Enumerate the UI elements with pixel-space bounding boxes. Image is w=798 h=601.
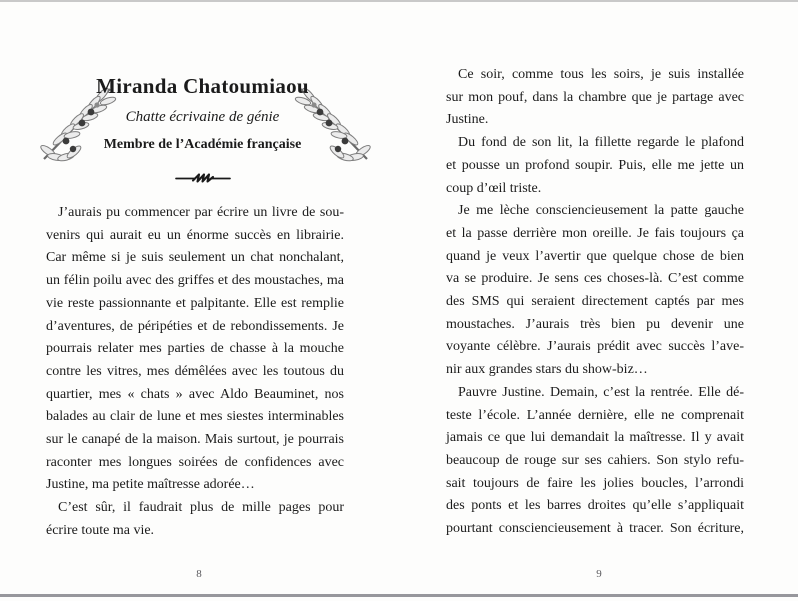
paragraph: [446, 132, 744, 200]
text-line: sur mon pouf, dans la chambre que je partage avec: [446, 89, 744, 105]
text-line: pourtant consciencieusement à tracer. Son écriture,: [446, 521, 744, 537]
text-line: et pousse un profond soupir. Puis, elle me jette un: [446, 157, 744, 173]
paragraph: [446, 64, 744, 132]
paragraph: [46, 202, 344, 497]
text-line: sait toujours de faire les jolies boucles, l’arrondi: [446, 475, 744, 491]
text-line: moustaches. J’aurais très bien pu devenir une: [446, 316, 744, 332]
author-name: Miranda Chatoumiaou: [96, 74, 309, 98]
text-line: nir aux grandes stars du show-biz…: [446, 362, 648, 378]
text-line: Car même si je suis seulement un chat nonchalant,: [46, 250, 344, 266]
paragraph: [446, 382, 744, 541]
top-edge-rule: [0, 0, 798, 2]
text-line: écrire toute ma vie.: [46, 522, 155, 538]
text-line: C’est sûr, il faudrait plus de mille pages pour: [58, 500, 344, 516]
text-line: vie reste passionnante et palpitante. Elle est remplie: [46, 295, 344, 311]
text-line: pourrais relater mes parties de chasse à la mouche: [46, 341, 344, 357]
paragraph: [446, 200, 744, 382]
text-line: des SMS qui seraient directement captés par mes: [446, 294, 744, 310]
text-line: jamais ce que lui demandait la maîtresse. Il y avait: [446, 430, 744, 446]
text-line: Du fond de son lit, la fillette regarde le plafond: [458, 135, 744, 151]
right-page-text: [446, 64, 744, 541]
text-line: Ce soir, comme tous les soirs, je suis installée: [458, 67, 744, 82]
text-line: Pauvre Justine. Demain, c’est la rentrée. Elle dé-: [458, 384, 744, 400]
author-role: Chatte écrivaine de génie: [125, 109, 280, 125]
text-line: contre les vitres, mes démêlées avec les toutous du: [46, 363, 344, 379]
text-line: sur le canapé de la maison. Mais surtout, je pourrais: [46, 432, 344, 448]
author-membership: Membre de l’Académie française: [103, 137, 302, 152]
text-line: Justine, ma petite maîtresse adorée…: [46, 477, 255, 493]
text-line: venirs qui aurait eu un énorme succès en librairie.: [46, 227, 344, 243]
text-line: teste l’école. L’année dernière, elle ne comprenait: [446, 407, 744, 423]
text-line: coup d’œil triste.: [446, 180, 542, 196]
paragraph: [46, 497, 344, 542]
text-line: Je me lèche consciencieusement la patte gauche: [458, 203, 744, 219]
text-line: voyante célèbre. J’aurais prédit avec succès l’ave-: [446, 339, 744, 355]
page-number-left: 8: [196, 568, 202, 580]
text-line: J’aurais pu commencer par écrire un livre de sou-: [58, 205, 344, 220]
text-line: balades au clair de lune et mes siestes interminables: [46, 409, 344, 425]
text-line: quartier, mes « chats » avec Aldo Beauminet, nos: [46, 386, 344, 402]
text-line: va se produire. Je sens ces choses-là. C’est comme: [446, 271, 744, 287]
left-page-text: [46, 202, 344, 543]
squiggle-divider-icon: [30, 171, 375, 190]
text-line: quand je veux l’avertir que quelque chose de bien: [446, 248, 744, 264]
page-number-right: 9: [596, 568, 602, 580]
text-line: et la passe derrière mon oreille. Je fais toujours ça: [446, 225, 744, 241]
text-line: un félin poilu avec des griffes et des moustaches, ma: [46, 273, 344, 289]
text-line: raconter mes longues soirées de confidences avec: [46, 454, 344, 470]
text-line: des ponts et les barres droites qu’elle s’appliquait: [446, 498, 744, 514]
text-line: beaucoup de rouge sur ses cahiers. Son stylo refu-: [446, 452, 744, 468]
text-line: d’aventures, de péripéties et de rebondissements. Je: [46, 318, 344, 334]
bottom-edge-rule: [0, 594, 798, 597]
text-line: Justine.: [446, 112, 489, 128]
